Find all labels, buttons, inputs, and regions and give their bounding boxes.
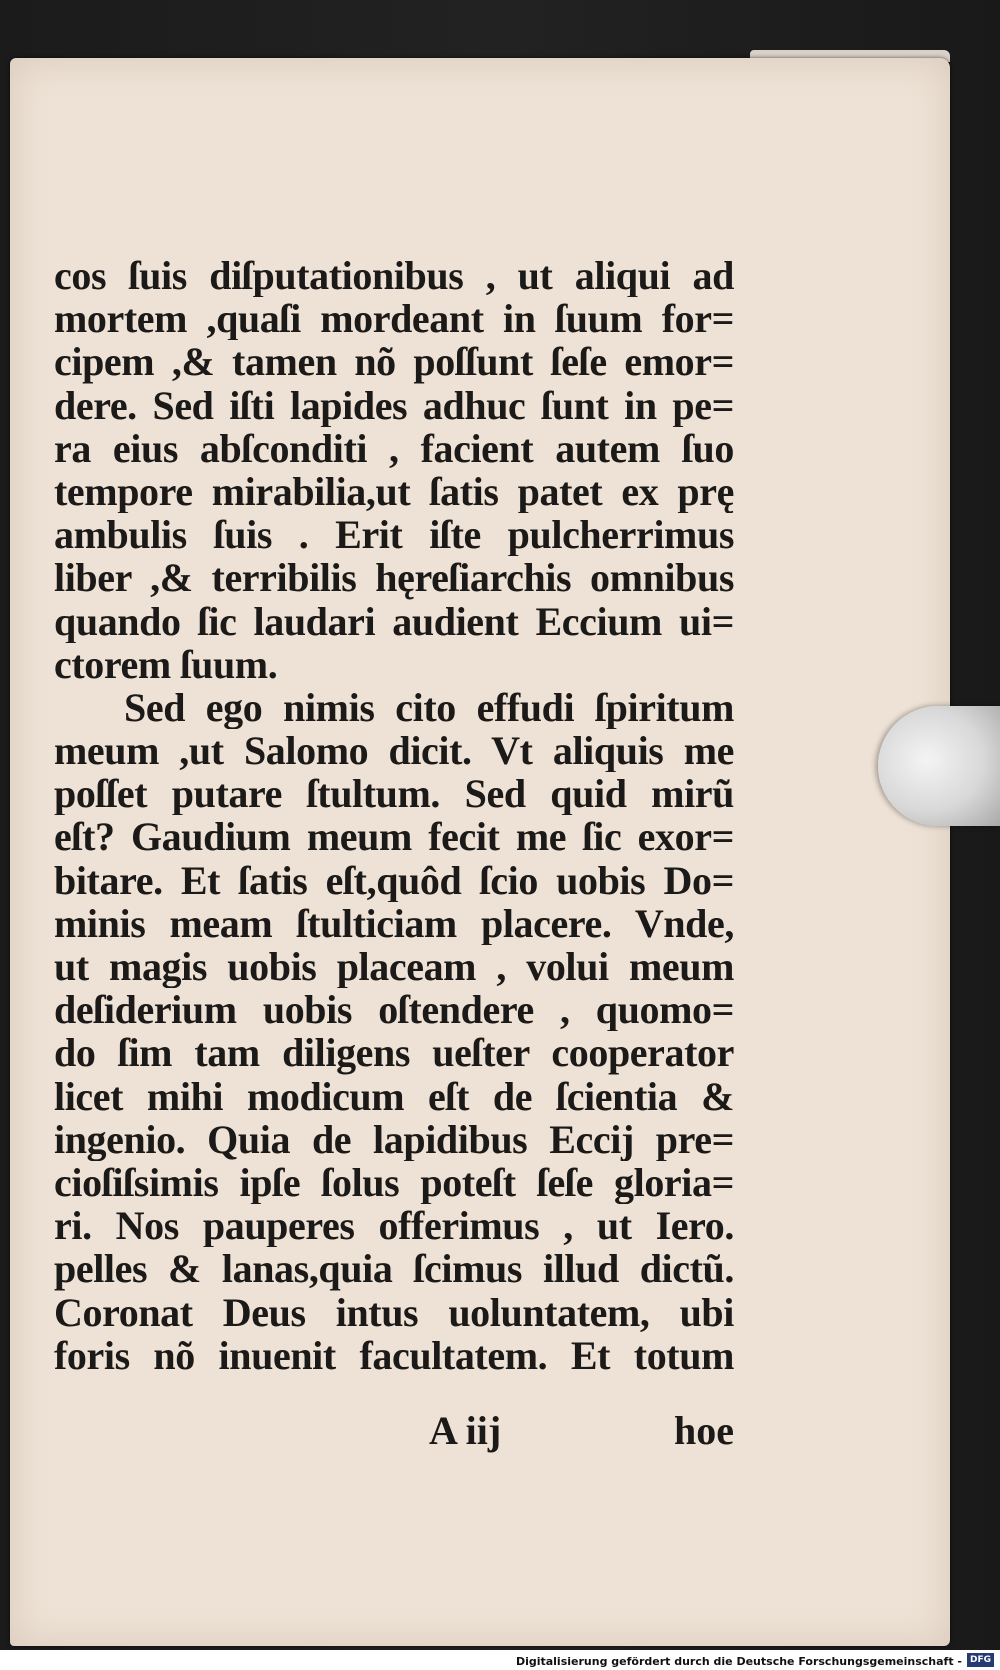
credit-bar (0, 1650, 1000, 1670)
text-line: mortem ,quaſi mordeant in ſuum for= (54, 297, 734, 341)
text-line: dere. Sed iſti lapides adhuc ſunt in pe= (54, 383, 734, 427)
catchword: hoe (674, 1408, 734, 1453)
text-line: eſt? Gaudium meum fecit me ſic exor= (54, 815, 734, 859)
text-line: Sed ego nimis cito effudi ſpiritum (124, 685, 734, 730)
text-line: ingenio. Quia de lapidibus Eccij pre= (54, 1117, 734, 1161)
text-line: tempore mirabilia,ut ſatis patet ex prę (54, 469, 734, 514)
book-page (10, 58, 950, 1646)
text-line: cos ſuis diſputationibus , ut aliqui ad (54, 254, 734, 298)
text-line: cipem ,& tamen nõ poſſunt ſeſe emor= (54, 340, 734, 384)
page-clip (878, 706, 1000, 826)
text-line: Coronat Deus intus uoluntatem, ubi (54, 1290, 734, 1334)
text-line: quando ſic laudari audient Eccium ui= (54, 599, 734, 643)
text-line: poſſet putare ſtultum. Sed quid mirũ (54, 772, 734, 816)
text-line: minis meam ſtulticiam placere. Vnde, (54, 901, 734, 945)
page-footer-line (54, 1407, 734, 1451)
text-line: ut magis uobis placeam , volui meum (54, 945, 734, 989)
text-line: meum ,ut Salomo dicit. Vt aliquis me (54, 729, 734, 773)
digitization-credit: Digitalisierung gefördert durch die Deutsche Forschungsgemeinschaft - (515, 1655, 962, 1668)
text-line: ambulis ſuis . Erit iſte pulcherrimus (54, 513, 734, 557)
text-line: bitare. Et ſatis eſt,quôd ſcio uobis Do= (54, 858, 734, 902)
dfg-logo-icon: DFG (967, 1653, 994, 1667)
text-line: do ſim tam diligens ueſter cooperator (54, 1031, 734, 1075)
text-line: ra eius abſconditi , facient autem ſuo (54, 426, 734, 470)
signature-mark: A iij (429, 1408, 502, 1453)
text-line: cioſiſsimis ipſe ſolus poteſt ſeſe gloria= (54, 1160, 734, 1205)
text-line: ctorem ſuum. (54, 642, 278, 686)
text-line: ri. Nos pauperes offerimus , ut Iero. (54, 1204, 734, 1248)
text-line: liber ,& terribilis hęreſiarchis omnibus (54, 556, 734, 600)
text-line: pelles & lanas,quia ſcimus illud dictũ. (54, 1247, 734, 1291)
text-line: deſiderium uobis oſtendere , quomo= (54, 988, 734, 1032)
text-line: foris nõ inuenit facultatem. Et totum (54, 1333, 734, 1377)
text-line: licet mihi modicum eſt de ſcientia & (54, 1074, 734, 1118)
text-block (54, 254, 734, 1377)
